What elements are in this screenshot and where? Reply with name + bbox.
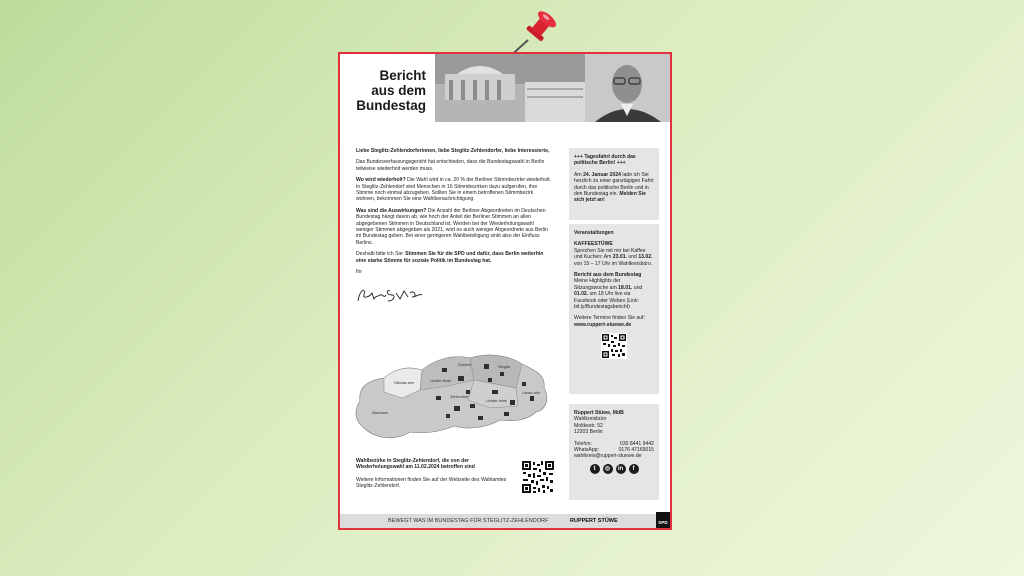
paragraph-appeal: Deshalb bitte ich Sie: Stimmen Sie für die SPD und dafür, dass Berlin weiterhin eine starke Stimme für soziale Politik im Bundestag hat. [356, 251, 544, 264]
phone-row: Telefon: 030 8441 9442 [574, 440, 654, 447]
map-label: Dahlem [458, 363, 472, 367]
contact-city: 12203 Berlin [574, 429, 603, 436]
spd-logo: SPD [656, 512, 670, 528]
event-bericht-text: Meine Highlights der Sitzungswoche am 18.01. und 01.02. um 18 Uhr live via Facebook oder Webex (Link: bit.ly/Bundestagsbericht) [574, 278, 643, 311]
slogan: BEWEGT WAS IM BUNDESTAG FÜR STEGLITZ-ZEHLENDORF [388, 518, 549, 524]
newsletter-page [338, 52, 672, 530]
map-label: Lichter-felde [486, 399, 507, 403]
whatsapp-number[interactable]: 0176 47169015 [618, 447, 654, 454]
map-label: Zehlendorf [450, 395, 469, 399]
paragraph-intro: Das Bundesverfassungsgericht hat entschieden, dass die Bundestagswahl in Berlin teilweise wiederholt werden muss. [356, 159, 545, 172]
event-kaffeestuewe-title: KAFFEESTÜWE [574, 241, 613, 248]
event-kaffeestuewe-text: Sprechen Sie mit mir bei Kaffee und Kuchen: Am 23.01. und 13.02. von 15 – 17 Uhr im Wahlkreisbüro. [574, 247, 653, 267]
map-caption: Wahlbezirke in Steglitz-Zehlendorf, die von der Wiederholungswahl am 11.02.2024 betroffen sind [356, 458, 475, 471]
map-label: Wannsee [372, 411, 388, 415]
contact-street: Moltkestr. 52 [574, 422, 603, 429]
signature [356, 285, 426, 305]
linkedin-icon[interactable]: in [616, 464, 626, 474]
contact-office: Wahlkreisbüro [574, 416, 607, 423]
map-label: Lichter-felde [430, 379, 451, 383]
events-title: Veranstaltungen [574, 230, 614, 236]
instagram-icon[interactable]: ◎ [603, 464, 613, 474]
event-bericht-title: Bericht aus dem Bundestag [574, 272, 642, 279]
bottom-bar [340, 514, 670, 528]
paragraph-where: Wo wird wiederholt? Die Wahl wird in ca. 20 % der Berliner Stimmbezirke wiederholt. In Steglitz-Zehlendorf sind Menschen in 16 Stimmbezirken dazu aufgerufen, ihre Stimme noch einmal abzugeben. Sollten Sie in einem betroffenen Stimmbezirk wohnen, bekommen Sie eine Wahlbenachrichtigung. [356, 177, 552, 203]
map-label: Nikolas-see [394, 381, 414, 385]
contact-name: Ruppert Stüwe, MdB [574, 410, 624, 416]
qr-code-wahlamt[interactable] [521, 460, 555, 494]
header [340, 54, 670, 122]
more-info-text: Weitere Informationen finden Sie auf der Webseite des Wahlamtes Steglitz-Zehlendorf. [356, 476, 507, 489]
contact-email[interactable]: wahlkreis@ruppert-stuewe.de [574, 453, 642, 460]
header-photo [435, 54, 670, 122]
whatsapp-row: WhatsApp: 0176 47169015 [574, 447, 654, 454]
map-label: Steglitz [498, 365, 511, 369]
events-box [569, 224, 659, 394]
daytrip-box [569, 148, 659, 220]
paragraph-effects: Was sind die Auswirkungen? Die Anzahl der Berliner Abgeordneten im Deutschen Bundestag hängt davon ab, wie hoch der Anteil der Berliner Stimmen an allen abgegebenen Stimmen in Deutschland ist. Werden bei der Wiederholungswahl weniger Stimmen abgegeben als 2021, wird es auch weniger Abgeordnete aus Berlin im Bundestag geben. Bei einer geringeren Wahlbeteiligung sinkt also der Einfluss Berlins. [356, 207, 548, 246]
phone-number[interactable]: 030 8441 9442 [620, 440, 654, 447]
facebook-icon[interactable]: f [629, 464, 639, 474]
website-link[interactable]: www.ruppert-stuewe.de [574, 321, 632, 328]
district-map [350, 346, 552, 446]
newsletter-title: Bericht aus dem Bundestag [356, 68, 426, 113]
salutation: Liebe Steglitz-Zehlendorferinnen, liebe Steglitz-Zehlendorfer, liebe Interessierte, [356, 148, 550, 154]
social-icons [574, 464, 654, 474]
daytrip-cta: Melden Sie sich jetzt an! [574, 191, 646, 204]
map-label: Lanke-witz [522, 391, 541, 395]
qr-code-website[interactable] [601, 333, 627, 359]
bottom-name: RUPPERT STÜWE [570, 518, 618, 524]
map-caption-block [356, 458, 516, 495]
twitter-icon[interactable]: t [590, 464, 600, 474]
more-events-text: Weitere Termine finden Sie auf: [574, 315, 645, 322]
letter-body [356, 148, 552, 307]
closing: Ihr [356, 269, 362, 276]
daytrip-text: Am 24. Januar 2024 lade ich Sie herzlich zu einer ganztägigen Fahrt durch das politische Berlin und in den Bundestag ein. Melden Sie sich jetzt an! [574, 171, 654, 204]
contact-box [569, 404, 659, 500]
daytrip-title: +++ Tagesfahrt durch das politische Berlin! +++ [574, 154, 636, 167]
